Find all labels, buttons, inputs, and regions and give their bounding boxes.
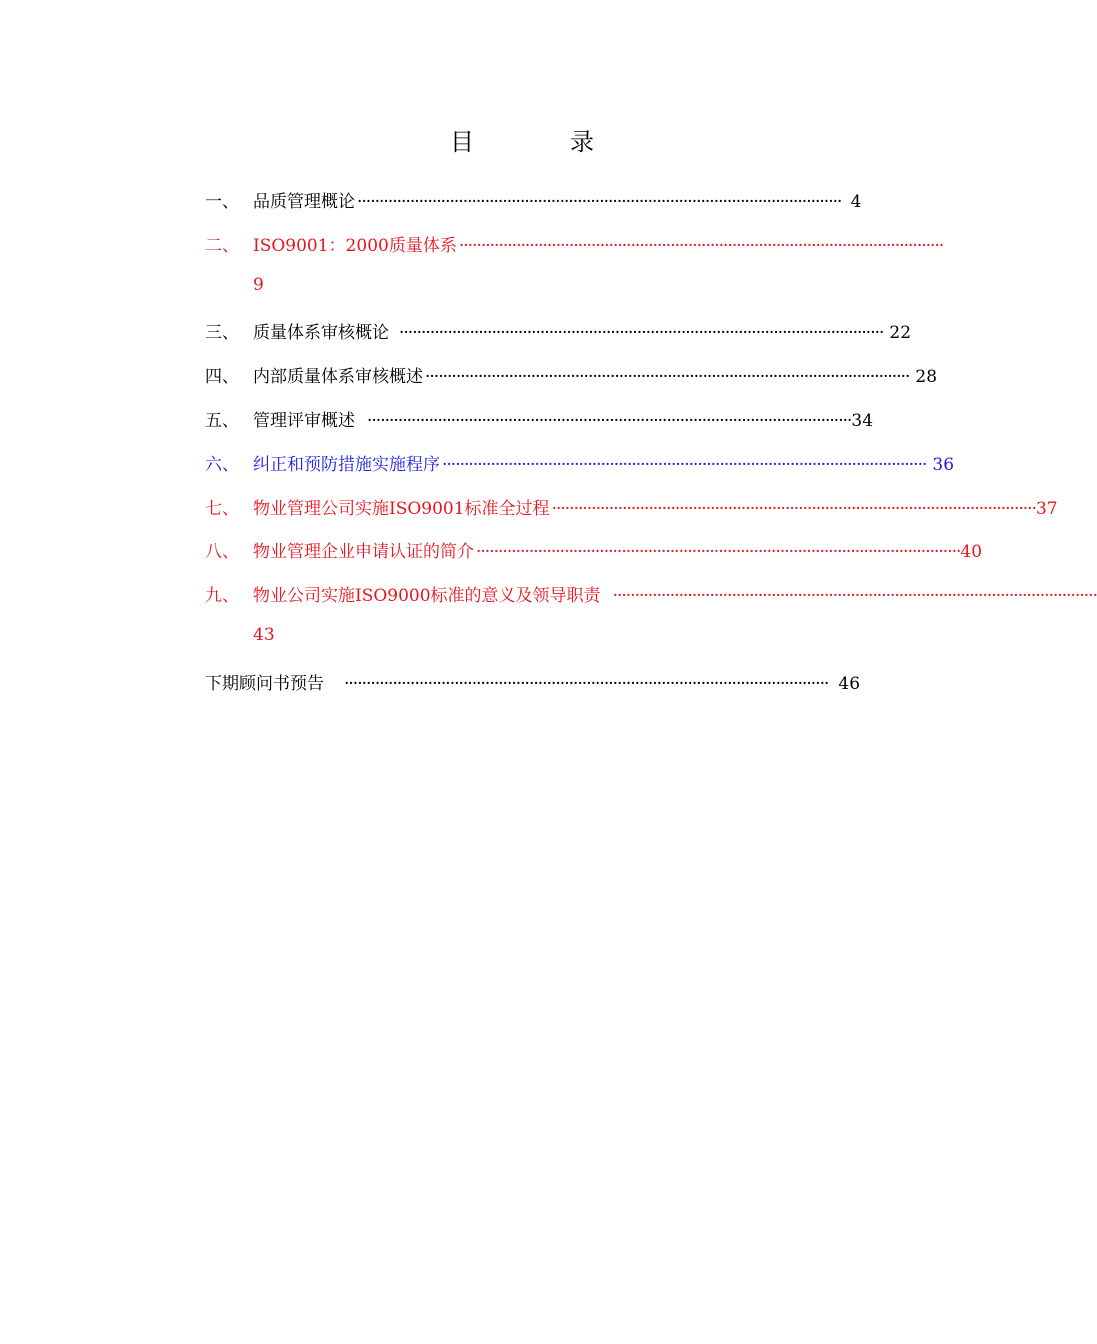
toc-entry-page: 34 bbox=[851, 411, 874, 431]
toc-entry-9[interactable] bbox=[205, 581, 1097, 606]
toc-entry-title: 物业管理公司实施ISO9001标准全过程 bbox=[253, 499, 550, 519]
toc-entry-3[interactable] bbox=[205, 318, 912, 343]
toc-entry-page: 40 bbox=[960, 542, 983, 562]
page-title: 目 录 bbox=[450, 128, 630, 156]
toc-entry-title: 纠正和预防措施实施程序 bbox=[253, 455, 440, 475]
toc-entry-page: 46 bbox=[838, 674, 861, 694]
toc-entry-number: 四、 bbox=[205, 367, 239, 387]
toc-entry-title: 下期顾问书预告 bbox=[205, 674, 324, 694]
toc-entry-number: 六、 bbox=[205, 455, 239, 475]
leader-dots: ·············································································································· bbox=[442, 455, 927, 475]
leader-dots: ·············································································································· bbox=[612, 586, 1097, 606]
toc-entry-1[interactable] bbox=[205, 187, 862, 212]
toc-entry-4[interactable] bbox=[205, 362, 938, 387]
toc-entry-title: ISO9001：2000质量体系 bbox=[253, 236, 457, 256]
toc-entry-title: 品质管理概论 bbox=[253, 192, 355, 212]
toc-entry-2-continuation[interactable] bbox=[205, 275, 831, 299]
toc-entry-7[interactable] bbox=[205, 494, 1058, 519]
toc-entry-page: 28 bbox=[915, 367, 938, 387]
toc-entry-page: 43 bbox=[253, 625, 275, 645]
toc-entry-number: 一、 bbox=[205, 192, 239, 212]
toc-entry-page: 36 bbox=[932, 455, 955, 475]
toc-entry-title: 物业公司实施ISO9000标准的意义及领导职责 bbox=[253, 586, 601, 606]
toc-entry-5[interactable] bbox=[205, 406, 874, 431]
leader-dots: ·············································································································· bbox=[458, 236, 944, 256]
toc-entry-title: 管理评审概述 bbox=[253, 411, 355, 431]
leader-dots: ·············································································································· bbox=[357, 192, 842, 212]
toc-entry-title: 内部质量体系审核概述 bbox=[253, 367, 423, 387]
toc-entry-number: 二、 bbox=[205, 236, 239, 256]
toc-entry-page: 37 bbox=[1035, 499, 1058, 519]
leader-dots: ·············································································································· bbox=[399, 323, 884, 343]
leader-dots: ·············································································································· bbox=[476, 542, 961, 562]
toc-entry-number: 五、 bbox=[205, 411, 239, 431]
toc-entry-page: 4 bbox=[850, 192, 862, 212]
leader-dots: ·············································································································· bbox=[367, 411, 852, 431]
toc-entry-title: 质量体系审核概论 bbox=[253, 323, 389, 343]
toc-entry-number: 七、 bbox=[205, 499, 239, 519]
toc-entry-title: 物业管理企业申请认证的简介 bbox=[253, 542, 474, 562]
toc-entry-page: 22 bbox=[889, 323, 912, 343]
toc-entry-6[interactable] bbox=[205, 450, 955, 475]
toc-entry-number: 三、 bbox=[205, 323, 239, 343]
toc-entry-9-continuation[interactable] bbox=[205, 625, 831, 649]
toc-entry-number: 八、 bbox=[205, 542, 239, 562]
toc-entry-number: 九、 bbox=[205, 586, 239, 606]
leader-dots: ·············································································································· bbox=[551, 499, 1036, 519]
leader-dots: ·············································································································· bbox=[425, 367, 910, 387]
toc-entry-page: 9 bbox=[253, 275, 264, 295]
toc-entry-2[interactable] bbox=[205, 231, 944, 256]
leader-dots: ·············································································································· bbox=[344, 674, 829, 694]
toc-entry-10[interactable] bbox=[205, 669, 861, 694]
toc-entry-8[interactable] bbox=[205, 537, 983, 562]
